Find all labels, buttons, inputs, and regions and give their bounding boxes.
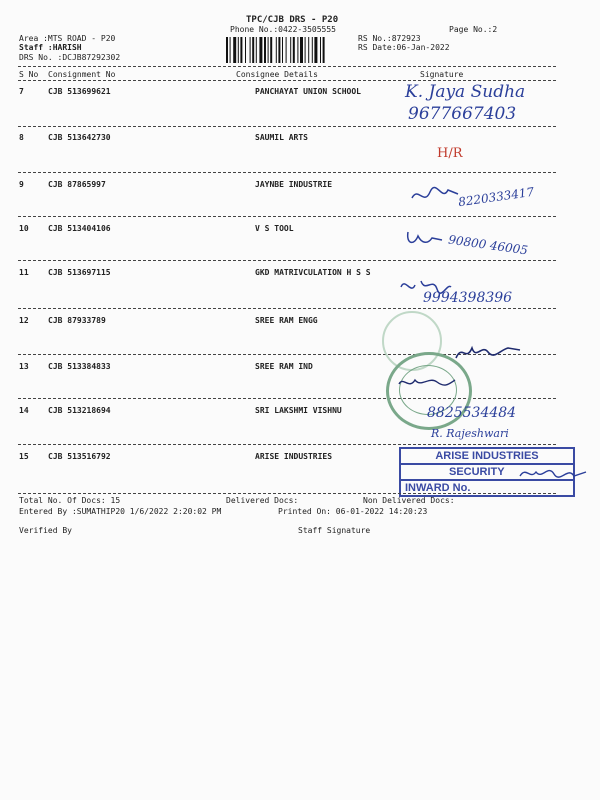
- rs-number: RS No.:872923: [358, 34, 421, 43]
- drs-number: DRS No. :DCJB87292302: [19, 53, 121, 62]
- phone-number: Phone No.:0422-3505555: [230, 25, 336, 34]
- row-sno: 13: [19, 362, 29, 371]
- handwritten-phone: 9677667403: [408, 104, 517, 124]
- row-sno: 14: [19, 406, 29, 415]
- signature-scribble-icon: [518, 462, 588, 484]
- staff-signature: Staff Signature: [298, 526, 371, 535]
- footer-divider: [18, 493, 556, 494]
- header-divider: [18, 80, 556, 81]
- row-consignment: CJB 513699621: [48, 87, 111, 96]
- signature-name: R. Rajeshwari: [431, 427, 509, 440]
- total-docs: Total No. Of Docs: 15: [19, 496, 121, 505]
- row-consignment: CJB 513697115: [48, 268, 111, 277]
- stamp-security: SECURITY: [401, 465, 573, 481]
- col-consignment: Consignment No: [48, 70, 116, 79]
- row-sno: 11: [19, 268, 29, 277]
- row-consignment: CJB 513516792: [48, 452, 111, 461]
- handwritten-mark: H/R: [437, 146, 463, 161]
- row-divider: [18, 398, 556, 399]
- non-delivered-docs: Non Delivered Docs:: [363, 496, 455, 505]
- row-consignee: GKD MATRIVCULATION H S S: [255, 268, 371, 277]
- row-sno: 8: [19, 133, 24, 142]
- row-consignee: V S TOOL: [255, 224, 294, 233]
- row-sno: 10: [19, 224, 29, 233]
- row-consignee: SREE RAM ENGG: [255, 316, 318, 325]
- signature-scribble-icon: [397, 372, 457, 392]
- staff-label: Staff :HARISH: [19, 43, 82, 52]
- row-consignee: JAYNBE INDUSTRIE: [255, 180, 333, 189]
- page-number: Page No.:2: [449, 25, 498, 34]
- col-signature: Signature: [420, 70, 464, 79]
- stamp-company: ARISE INDUSTRIES: [401, 449, 573, 465]
- row-consignee: SRI LAKSHMI VISHNU: [255, 406, 342, 415]
- row-sno: 12: [19, 316, 29, 325]
- signature-scribble-icon: [454, 338, 524, 364]
- row-divider: [18, 260, 556, 261]
- row-consignment: CJB 513218694: [48, 406, 111, 415]
- row-consignment: CJB 513642730: [48, 133, 111, 142]
- row-divider: [18, 308, 556, 309]
- document-title: TPC/CJB DRS - P20: [246, 15, 339, 25]
- row-consignment: CJB 513384833: [48, 362, 111, 371]
- handwritten-phone: 8825534484: [427, 405, 517, 421]
- signature-name: K. Jaya Sudha: [405, 82, 526, 102]
- signature-scribble-icon: [404, 226, 444, 250]
- delivered-docs: Delivered Docs:: [226, 496, 299, 505]
- row-consignee: SAUMIL ARTS: [255, 133, 308, 142]
- row-sno: 9: [19, 180, 24, 189]
- row-consignment: CJB 87933789: [48, 316, 106, 325]
- row-consignment: CJB 87865997: [48, 180, 106, 189]
- printed-on: Printed On: 06-01-2022 14:20:23: [278, 507, 428, 516]
- row-divider: [18, 444, 556, 445]
- row-divider: [18, 126, 556, 127]
- signature-scribble-icon: [410, 184, 460, 208]
- verified-by: Verified By: [19, 526, 72, 535]
- row-consignee: ARISE INDUSTRIES: [255, 452, 333, 461]
- header-divider: [18, 66, 556, 67]
- row-consignee: SREE RAM IND: [255, 362, 313, 371]
- barcode-icon: [226, 37, 354, 63]
- row-sno: 15: [19, 452, 29, 461]
- row-divider: [18, 172, 556, 173]
- handwritten-phone: 9994398396: [423, 290, 513, 306]
- row-consignee: PANCHAYAT UNION SCHOOL: [255, 87, 361, 96]
- area-label: Area :MTS ROAD - P20: [19, 34, 116, 43]
- col-consignee: Consignee Details: [236, 70, 318, 79]
- rs-date: RS Date:06-Jan-2022: [358, 43, 450, 52]
- row-consignment: CJB 513404106: [48, 224, 111, 233]
- stamp-inward: INWARD No.: [405, 482, 471, 494]
- handwritten-phone: 8220333417: [457, 184, 535, 210]
- handwritten-phone: 90800 46005: [447, 232, 529, 258]
- entered-by: Entered By :SUMATHIP20 1/6/2022 2:20:02 PM: [19, 507, 222, 516]
- row-sno: 7: [19, 87, 24, 96]
- col-sno: S No: [19, 70, 39, 79]
- row-divider: [18, 216, 556, 217]
